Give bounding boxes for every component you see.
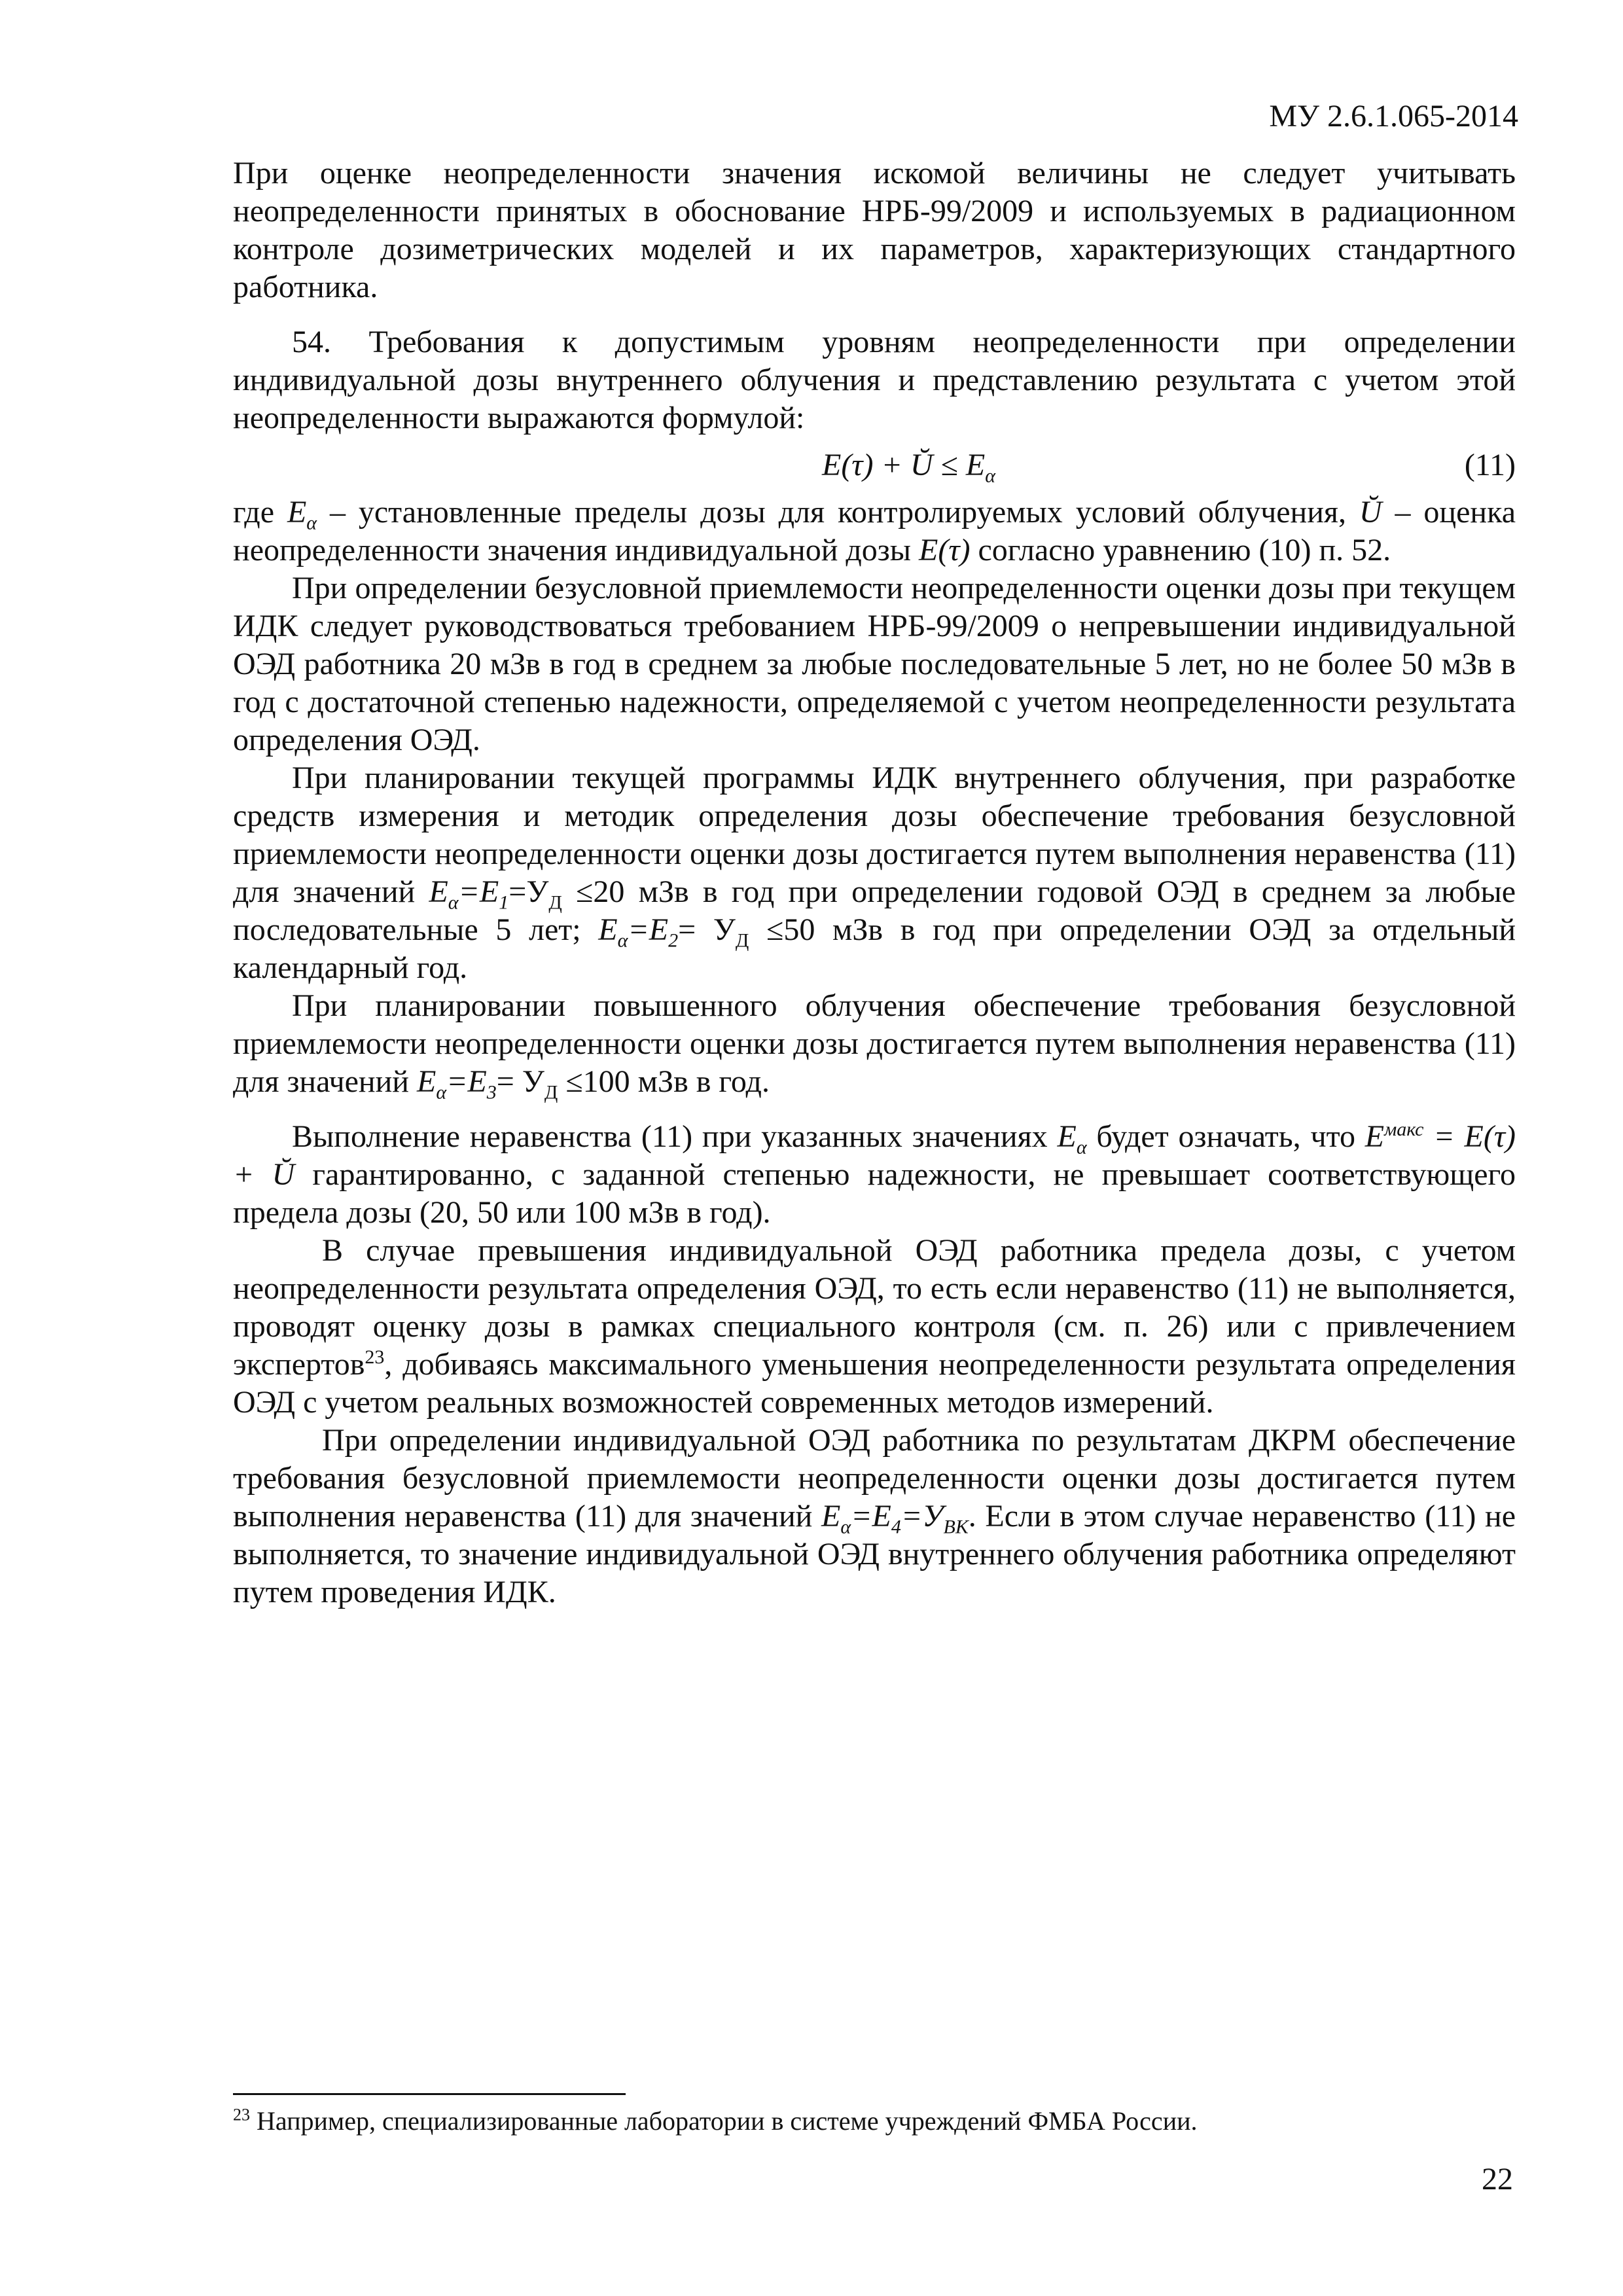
math-e-alpha-e2: $E_\alpha=E_2$ <box>598 912 679 952</box>
math-e-tau: E(τ) <box>919 533 971 567</box>
math-e-alpha-e1: $E_\alpha=E_1$ <box>429 874 509 914</box>
math-e-alpha: $E_\alpha$ <box>287 495 317 534</box>
document-code-header: МУ 2.6.1.065-2014 <box>1269 99 1518 134</box>
paragraph-uncertainty-note: При оценке неопределенности значения искомой величины не следует учитывать неопределенности принятых в обоснование НРБ-99/2009 и используемых в радиационном контроле дозиметрических моделей и их параметров, характеризующих стандартного работника. <box>233 156 1516 304</box>
paragraph-acceptability: При определении безусловной приемлемости неопределенности оценки дозы при текущем ИДК следует руководствоваться требованием НРБ-99/2009 о непревышении индивидуальной ОЭД работника 20 мЗв в год в среднем за любые последовательные 5 лет, но не более 50 мЗв в год с достаточной степенью надежности, определяемой с учетом неопределенности результата определения ОЭД. <box>233 571 1516 757</box>
math-e-max: $E^{макс} = E(\tau)$ + Ŭ <box>233 1119 1516 1192</box>
math-e-alpha-e4: $E_\alpha=E_4=У_{ВК}$ <box>821 1499 969 1538</box>
math-e-alpha-e3: $E_\alpha=E_3$ <box>417 1064 497 1103</box>
formula-11: E(τ) + Ŭ ≤ $E_\alpha$ <box>822 448 995 487</box>
paragraph-exceeding: В случае превышения индивидуальной ОЭД работника предела дозы, с учетом неопределенности результата определения ОЭД, то есть если неравенство (11) не выполняется, проводят оценку дозы в рамках специального контроля (см. п. 26) или с привлечением экспертов$^{23}$, добиваясь максимального уменьшения неопределенности результата определения ОЭД с учетом реальных возможностей современных методов измерений. <box>233 1233 1516 1420</box>
paragraph-54: 54. Требования к допустимым уровням неопределенности при определении индивидуальной дозы внутреннего облучения и представлению результата с учетом этой неопределенности выражаются формулой: <box>233 325 1516 435</box>
footnote-text: Например, специализированные лаборатории в системе учреждений ФМБА России. <box>250 2106 1198 2136</box>
page-number: 22 <box>1482 2162 1513 2197</box>
math-e-alpha-2: $E_\alpha$ <box>1057 1119 1087 1158</box>
equation-number: (11) <box>1464 448 1516 482</box>
footnote-23 <box>233 2105 1198 2138</box>
footnote-mark: 23 <box>233 2105 250 2125</box>
paragraph-where: где $E_\alpha$ – установленные пределы дозы для контролируемых условий облучения, Ŭ – оценка неопределенности значения индивидуальной дозы E(τ) согласно уравнению (10) п. 52. <box>233 495 1516 567</box>
paragraph-planning-current: При планировании текущей программы ИДК внутреннего облучения, при разработке средств измерения и методик определения дозы обеспечение требования безусловной приемлемости неопределенности оценки дозы достигается путем выполнения неравенства (11) для значений $E_\alpha=E_1=У_Д \le 20$ мЗв в год при определении годовой ОЭД в среднем за любые последовательные 5 лет; $E_\alpha=E_2= У_Д \le 50$ мЗв в год при определении ОЭД за отдельный календарный год. <box>233 761 1516 985</box>
footnote-separator <box>233 2093 626 2095</box>
paragraph-fulfillment: Выполнение неравенства (11) при указанных значениях $E_\alpha$ будет означать, что $E^{макс} = E(\tau)$ + Ŭ гарантированно, с заданной степенью надежности, не превышает соответствующего предела дозы (20, 50 или 100 мЗв в год). <box>233 1119 1516 1230</box>
formula-11-row <box>233 444 1516 491</box>
footnote-ref-23: 23 <box>365 1346 385 1368</box>
document-body <box>233 154 1516 1611</box>
paragraph-dkrm: При определении индивидуальной ОЭД работника по результатам ДКРМ обеспечение требования безусловной приемлемости неопределенности оценки дозы достигается путем выполнения неравенства (11) для значений $E_\alpha=E_4=У_{ВК}$. Если в этом случае неравенство (11) не выполняется, то значение индивидуальной ОЭД внутреннего облучения работника определяют путем проведения ИДК. <box>233 1423 1516 1609</box>
math-u-breve: Ŭ <box>1359 495 1382 529</box>
paragraph-planning-elevated: При планировании повышенного облучения обеспечение требования безусловной приемлемости неопределенности оценки дозы достигается путем выполнения неравенства (11) для значений $E_\alpha=E_3= У_Д \le 100$ мЗв в год. <box>233 988 1516 1103</box>
